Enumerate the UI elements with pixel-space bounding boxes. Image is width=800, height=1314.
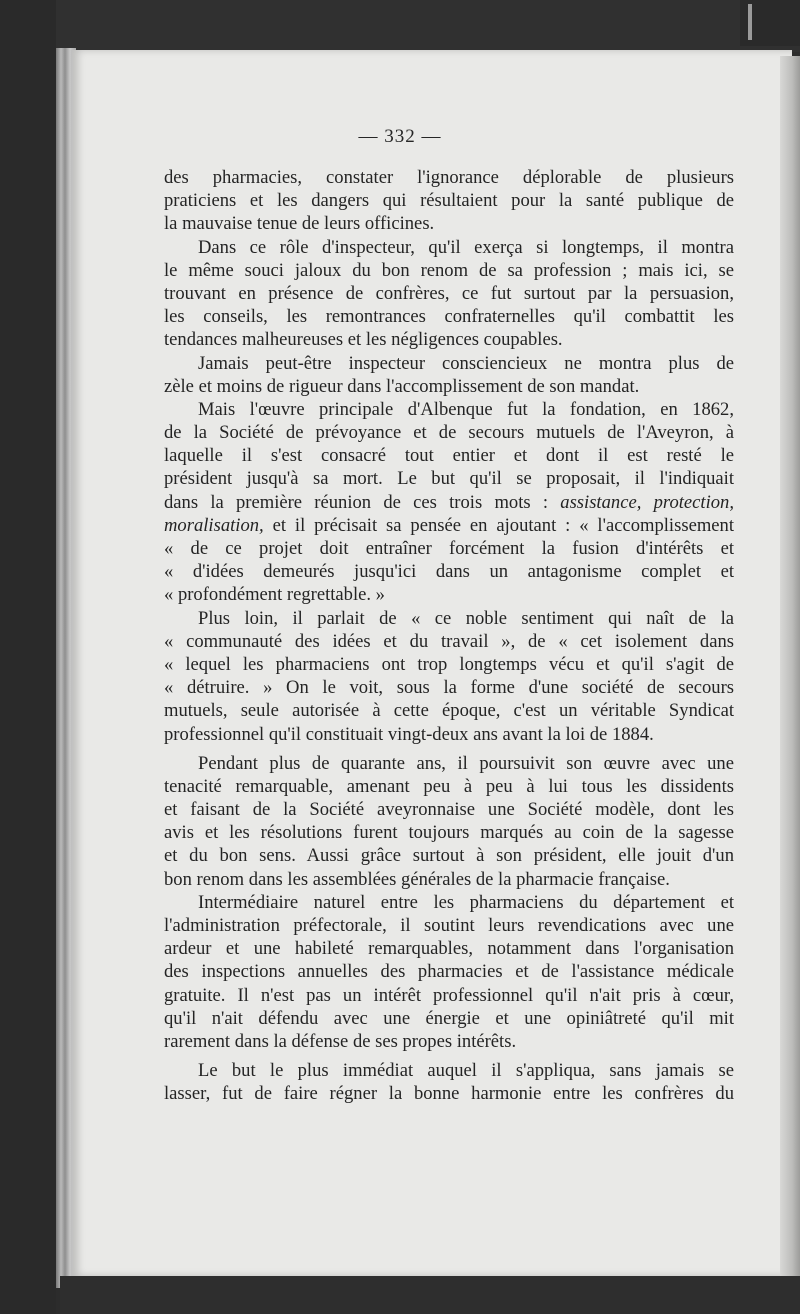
text-line: rarement dans la défense de ses propes intérêts. xyxy=(164,1030,517,1052)
text-line: bon renom dans les assemblées générales de la pharmacie française. xyxy=(164,868,670,890)
text-line: « de ce projet doit entraîner forcément la fusion d'intérêts et xyxy=(164,538,734,559)
text-line: moralisation, et il précisait sa pensée en ajoutant : « l'accomplissement xyxy=(164,514,734,536)
text-line: « d'idées demeurés jusqu'ici dans un antagonisme complet et xyxy=(164,561,734,583)
text-line: président jusqu'à sa mort. Le but qu'il se proposait, il l'indiquait xyxy=(164,468,734,490)
text-line: « profondément regrettable. » xyxy=(164,584,385,606)
text-line: Le but le plus immédiat auquel il s'appliqua, sans jamais se xyxy=(198,1060,734,1082)
text-line: et du bon sens. Aussi grâce surtout à son président, elle jouit d'un xyxy=(164,845,734,867)
text-line: avis et les résolutions furent toujours marqués au coin de la sagesse xyxy=(164,822,734,844)
scanner-background-bottom xyxy=(60,1276,800,1314)
text-line: et faisant de la Société aveyronnaise une Société modèle, dont les xyxy=(164,799,734,821)
text-line: professionnel qu'il constituait vingt-deux ans avant la loi de 1884. xyxy=(164,723,654,745)
text-line: « communauté des idées et du travail », de « cet isolement dans xyxy=(164,630,734,652)
text-line: Pendant plus de quarante ans, il poursuivit son œuvre avec une xyxy=(198,752,734,774)
text-line: zèle et moins de rigueur dans l'accomplissement de son mandat. xyxy=(164,375,640,397)
text-line: ardeur et une habileté remarquables, notamment dans l'organisation xyxy=(164,938,734,960)
text-line: Mais l'œuvre principale d'Albenque fut la fondation, en 1862, xyxy=(198,398,734,420)
text-line: dans la première réunion de ces trois mots : assistance, protection, xyxy=(164,491,734,513)
text-line: gratuite. Il n'est pas un intérêt professionnel qu'il n'ait pris à cœur, xyxy=(164,984,734,1006)
text-line: tenacité remarquable, amenant peu à peu à lui tous les dissidents xyxy=(164,775,734,797)
italic-phrase: moralisation, xyxy=(164,514,264,536)
text-line: laquelle il s'est consacré tout entier et dont il est resté le xyxy=(164,445,734,467)
text-line: mutuels, seule autorisée à cette époque, c'est un véritable Syndicat xyxy=(164,700,734,722)
scanner-corner xyxy=(740,0,800,46)
corner-stripe xyxy=(748,4,752,40)
italic-phrase: assistance, protection, xyxy=(560,491,734,513)
text-line: tendances malheureuses et les négligences coupables. xyxy=(164,329,563,351)
text-line: de la Société de prévoyance et de secours mutuels de l'Aveyron, à xyxy=(164,422,734,444)
text-line: qu'il n'ait défendu avec une énergie et une opiniâtreté qu'il mit xyxy=(164,1007,734,1029)
body-text xyxy=(164,166,734,1106)
page-right-edge xyxy=(780,56,800,1276)
text-line: les conseils, les remontrances confraternelles qu'il combattit les xyxy=(164,306,734,328)
text-line: lasser, fut de faire régner la bonne harmonie entre les confrères du xyxy=(164,1083,734,1105)
text-line: Plus loin, il parlait de « ce noble sentiment qui naît de la xyxy=(198,607,734,629)
text-line: l'administration préfectorale, il soutint leurs revendications avec une xyxy=(164,915,734,936)
text-line: Dans ce rôle d'inspecteur, qu'il exerça si longtemps, il montra xyxy=(198,236,734,258)
scanner-background-top xyxy=(0,0,800,52)
text-line: praticiens et les dangers qui résultaient pour la santé publique de xyxy=(164,190,734,212)
text-line: Jamais peut-être inspecteur consciencieux ne montra plus de xyxy=(198,352,734,374)
text-line: « lequel les pharmaciens ont trop longtemps vécu et qu'il s'agit de xyxy=(164,653,734,675)
page-number: — 332 — xyxy=(358,126,442,147)
text-line: des inspections annuelles des pharmacies et de l'assistance médicale xyxy=(164,961,734,983)
scanner-background-left xyxy=(0,0,56,1314)
text-line: le même souci jaloux du bon renom de sa profession ; mais ici, se xyxy=(164,259,734,281)
text-line: Intermédiaire naturel entre les pharmaciens du département et xyxy=(198,891,734,913)
text-line: la mauvaise tenue de leurs officines. xyxy=(164,213,435,235)
text-line: des pharmacies, constater l'ignorance déplorable de plusieurs xyxy=(164,167,734,188)
text-line: trouvant en présence de confrères, ce fut surtout par la persuasion, xyxy=(164,282,734,304)
text-line: « détruire. » On le voit, sous la forme d'une société de secours xyxy=(164,677,734,699)
